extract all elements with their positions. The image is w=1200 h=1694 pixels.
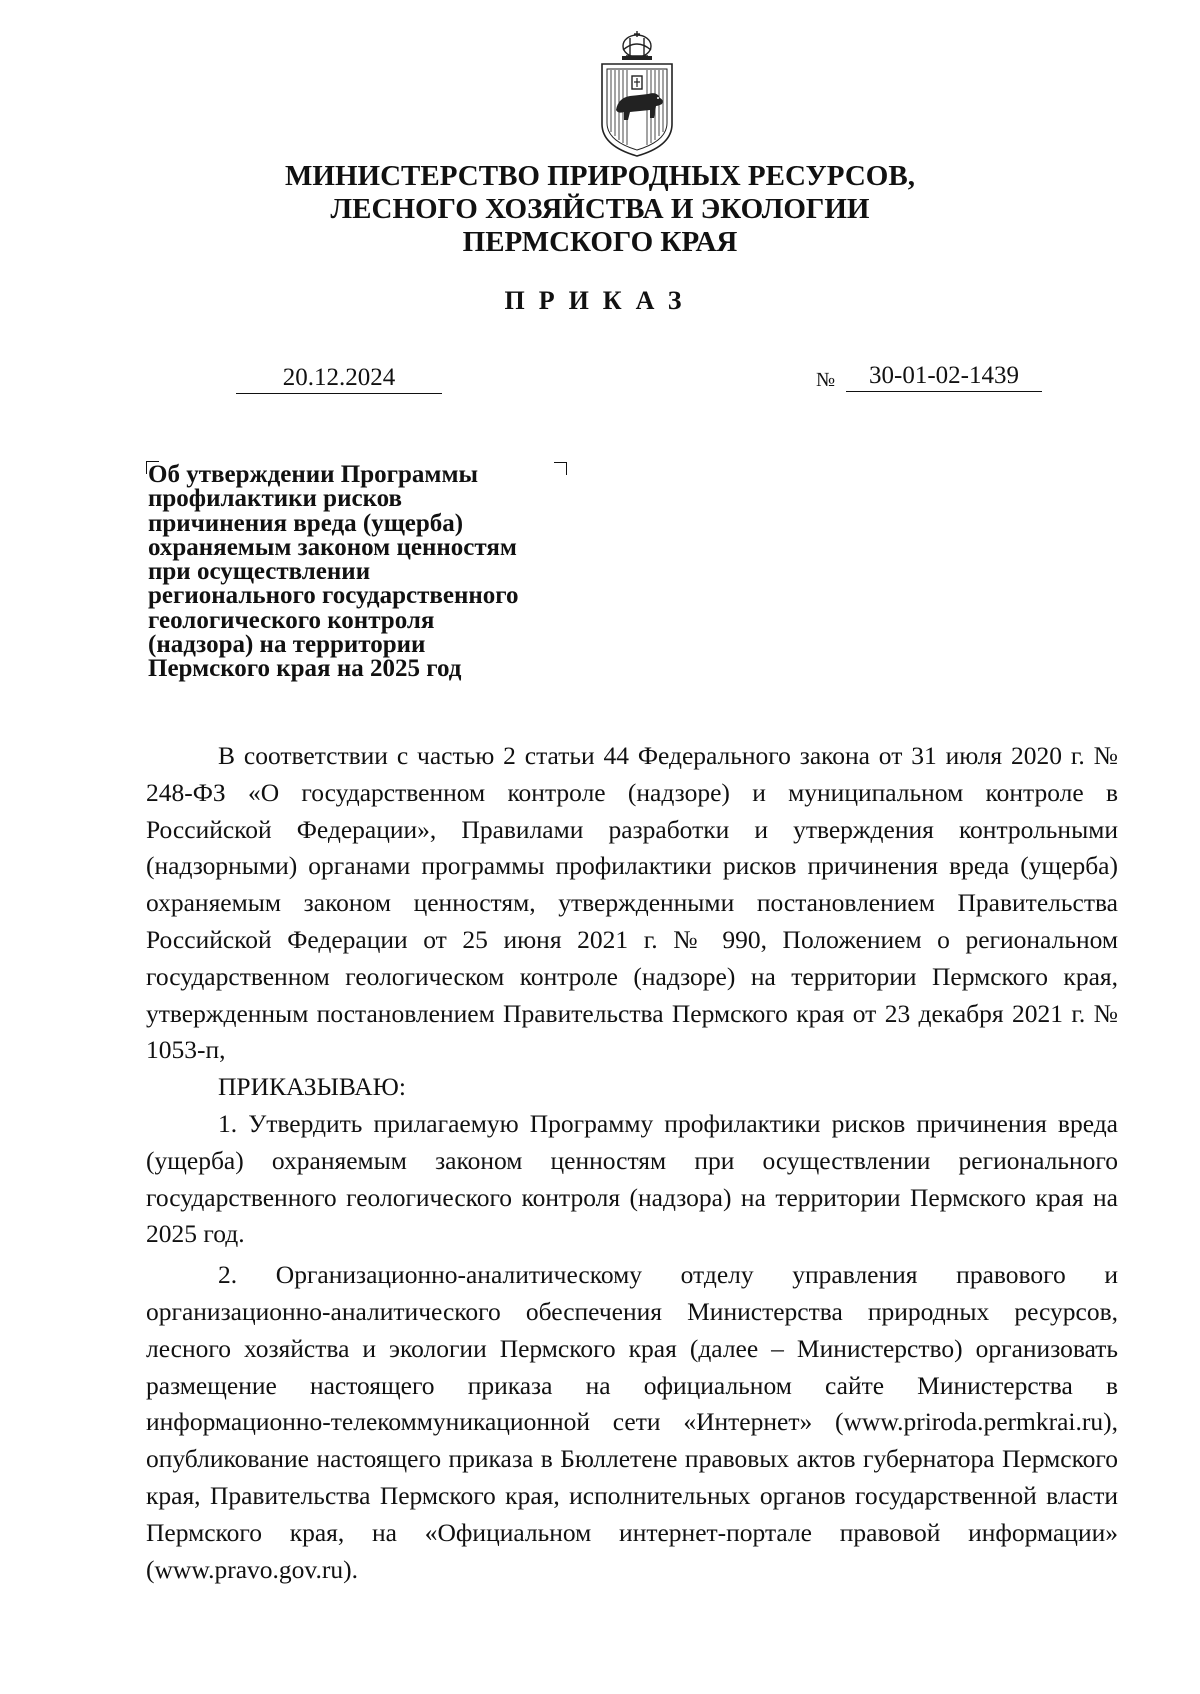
subject-line: охраняемым законом ценностям [148,533,517,561]
organization-name-line: МИНИСТЕРСТВО ПРИРОДНЫХ РЕСУРСОВ, [285,160,915,192]
preamble-paragraph: В соответствии с частью 2 статьи 44 Федерального закона от 31 июля 2020 г. № 248-ФЗ «О государственном контроле (надзоре) и муниципальном контроле в Российской Федерации», Правилами разработки и утверждения контрольными (надзорными) органами программы профилактики рисков причинения вреда (ущерба) охраняемым законом ценностям, утвержденными постановлением Правительства Российской Федерации от 25 июня 2021 г. № 990, Положением о региональном государственном геологическом контроле (надзоре) на территории Пермского края, утвержденным постановлением Правительства Пермского края от 23 декабря 2021 г. № 1053-п, [146,741,1118,1065]
subject-line: Об утверждении Программы [148,461,478,488]
subject-line: регионального государственного [148,582,519,610]
order-word: ПРИКАЗЫВАЮ: [218,1072,406,1102]
document-number: 30-01-02-1439 [846,362,1042,392]
document-date: 20.12.2024 [236,364,442,394]
document-subject [148,463,588,682]
order-item-2: 2. Организационно-аналитическому отделу управления правового и организационно-аналитического обеспечения Министерства природных ресурсов, лесного хозяйства и экологии Пермского края (далее – Министерство) организовать размещение настоящего приказа на официальном сайте Министерства в информационно-телекоммуникационной сети «Интернет» (www.priroda.permkrai.ru), опубликование настоящего приказа в Бюллетене правовых актов губернатора Пермского края, Правительства Пермского края, исполнительных органов государственной власти Пермского края, на «Официальном интернет-портале правовой информации» (www.pravo.gov.ru). [146,1260,1118,1584]
organization-name [0,160,1200,259]
subject-line: при осуществлении [148,558,371,586]
document-body [146,738,1118,1588]
organization-name-line: ЛЕСНОГО ХОЗЯЙСТВА И ЭКОЛОГИИ [330,193,870,225]
subject-line: (надзора) на территории [148,631,426,659]
subject-line: причинения вреда (ущерба) [148,509,464,537]
organization-name-line: ПЕРМСКОГО КРАЯ [462,226,738,258]
subject-line: профилактики рисков [148,485,403,513]
number-sign: № [816,369,836,391]
subject-line: геологического контроля [148,606,435,634]
coat-of-arms-icon [600,28,674,158]
order-item-1: 1. Утвердить прилагаемую Программу профилактики рисков причинения вреда (ущерба) охраняемым законом ценностям при осуществлении регионального государственного геологического контроля (надзора) на территории Пермского края на 2025 год. [146,1108,1118,1249]
document-type-title: ПРИКАЗ [504,286,696,315]
subject-line: Пермского края на 2025 год [148,655,462,683]
